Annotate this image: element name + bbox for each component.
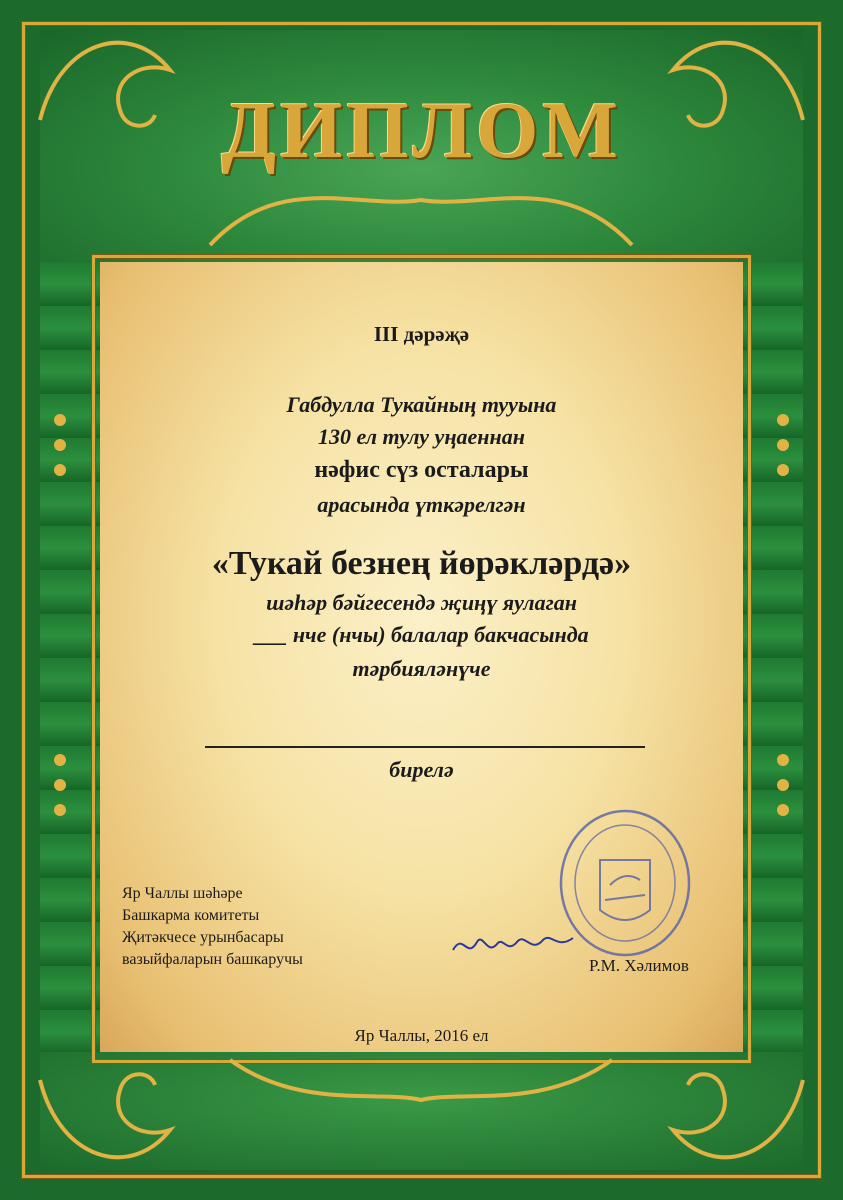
- signer-name: Р.М. Хәлимов: [589, 956, 689, 975]
- signer-position-line: Башкарма комитеты: [122, 907, 260, 924]
- signer-position: [122, 883, 303, 971]
- recipient-name-line: [205, 746, 645, 748]
- signer-position-line: Яр Чаллы шәһәре: [122, 885, 243, 902]
- degree-text: III дәрәҗә: [373, 322, 470, 346]
- signer-position-line: Җитәкчесе урынбасары: [122, 929, 284, 946]
- award-line-3: тәрбияләнүче: [352, 656, 491, 681]
- awarded-text: бирелә: [389, 757, 454, 782]
- place-year: Яр Чаллы, 2016 ел: [354, 1026, 489, 1045]
- diploma-title: ДИПЛОМ: [221, 87, 622, 175]
- award-line-2: ___ нче (нчы) балалар бакчасында: [254, 622, 589, 647]
- award-line-1: шәһәр бәйгесендә җиңү яулаган: [266, 590, 577, 615]
- signer-position-line: вазыйфаларын башкаручы: [122, 951, 303, 968]
- occasion-line-1: Габдулла Тукайның тууына: [286, 392, 557, 417]
- occasion-line-4: арасында үткәрелгән: [317, 492, 526, 517]
- signature: [445, 920, 585, 970]
- occasion-line-2: 130 ел тулу уңаеннан: [318, 424, 525, 449]
- contest-name: «Тукай безнең йөрәкләрдә»: [211, 545, 632, 582]
- occasion-line-3: нәфис сүз осталары: [314, 457, 529, 483]
